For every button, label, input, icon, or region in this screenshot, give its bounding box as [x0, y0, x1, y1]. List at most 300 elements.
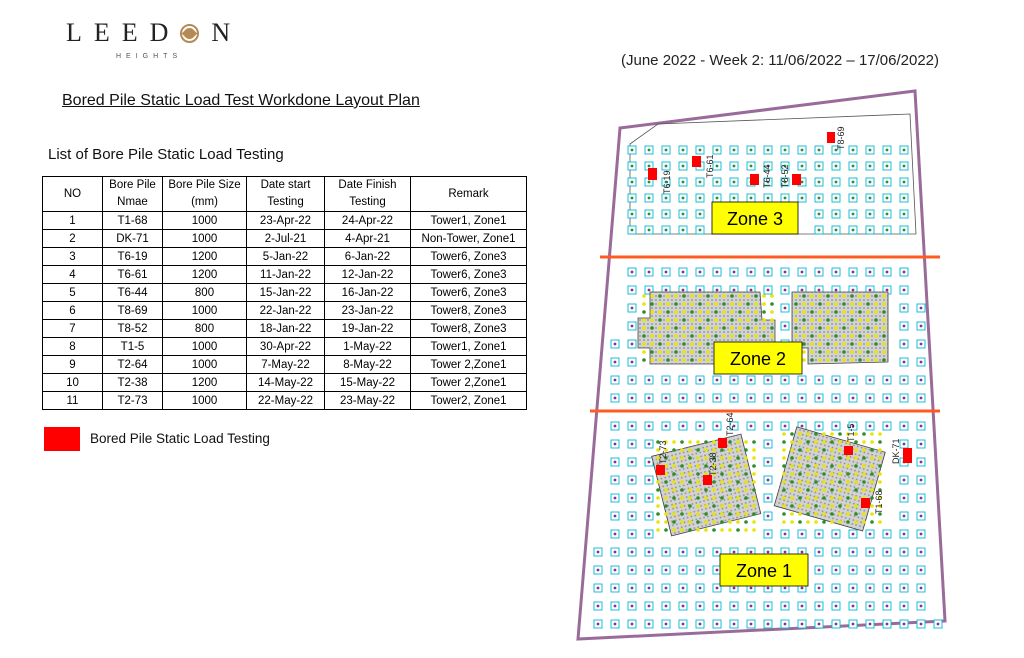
tower-pile-dot — [672, 512, 676, 516]
tower-pile-dot — [704, 504, 708, 508]
pile-point — [648, 213, 651, 216]
tower-pile-dot — [838, 488, 842, 492]
pile-point — [631, 461, 634, 464]
tower-pile-dot — [688, 520, 692, 524]
pile-point — [818, 181, 821, 184]
tower-pile-dot — [858, 326, 862, 330]
tower-pile-dot — [842, 342, 846, 346]
tower-pile-dot — [830, 448, 834, 452]
pile-point — [903, 533, 906, 536]
tower-pile-dot — [728, 464, 732, 468]
tower-pile-dot — [752, 448, 756, 452]
tower-pile-dot — [842, 318, 846, 322]
pile-point — [716, 425, 719, 428]
pile-point — [869, 551, 872, 554]
table-row — [43, 266, 527, 284]
tower-pile-dot — [666, 342, 670, 346]
pile-point — [631, 533, 634, 536]
table-row — [43, 392, 527, 410]
pile-point — [886, 623, 889, 626]
tower-pile-dot — [806, 496, 810, 500]
tower-pile-dot — [656, 496, 660, 500]
cell-size: 1000 — [163, 212, 247, 230]
pile-point — [903, 587, 906, 590]
tower-pile-dot — [822, 464, 826, 468]
tower-pile-dot — [754, 334, 758, 338]
tower-pile-dot — [738, 334, 742, 338]
cell-size: 1200 — [163, 374, 247, 392]
pile-point — [767, 397, 770, 400]
pile-point — [631, 587, 634, 590]
tower-pile-dot — [690, 342, 694, 346]
tower-pile-dot — [814, 512, 818, 516]
tower-pile-dot — [850, 342, 854, 346]
pile-point — [920, 587, 923, 590]
tower-pile-dot — [770, 310, 774, 314]
tower-pile-dot — [682, 294, 686, 298]
pile-point — [818, 229, 821, 232]
col-header-finish — [325, 177, 411, 212]
pile-point — [699, 379, 702, 382]
tower-pile-dot — [850, 318, 854, 322]
tower-pile-dot — [794, 302, 798, 306]
pile-point — [597, 623, 600, 626]
tower-pile-dot — [846, 464, 850, 468]
pile-point — [682, 569, 685, 572]
tower-pile-dot — [794, 334, 798, 338]
tower-pile-dot — [666, 294, 670, 298]
tower-pile-dot — [838, 448, 842, 452]
pile-point — [852, 623, 855, 626]
tower-pile-dot — [666, 318, 670, 322]
tower-pile-dot — [770, 326, 774, 330]
tower-pile-dot — [782, 440, 786, 444]
cell-finish: 15-May-22 — [325, 374, 411, 392]
tower-pile-dot — [830, 432, 834, 436]
pile-point — [903, 515, 906, 518]
tower-pile-dot — [790, 440, 794, 444]
tower-pile-dot — [846, 520, 850, 524]
tower-pile-dot — [696, 464, 700, 468]
pile-point — [716, 379, 719, 382]
pile-label-t2-64: T2-64 — [725, 412, 735, 436]
tower-pile-dot — [882, 342, 886, 346]
tower-pile-dot — [722, 310, 726, 314]
tower-pile-dot — [712, 520, 716, 524]
tower-pile-dot — [858, 318, 862, 322]
pile-point — [886, 229, 889, 232]
pile-point — [699, 149, 702, 152]
tower-pile-dot — [714, 326, 718, 330]
pile-point — [784, 605, 787, 608]
pile-point — [784, 551, 787, 554]
cell-finish: 12-Jan-22 — [325, 266, 411, 284]
tower-pile-dot — [874, 350, 878, 354]
tower-pile-dot — [834, 318, 838, 322]
tower-pile-dot — [802, 358, 806, 362]
pile-point — [767, 515, 770, 518]
cell-name: T8-69 — [103, 302, 163, 320]
tower-pile-dot — [672, 528, 676, 532]
pile-point — [733, 551, 736, 554]
pile-point — [920, 343, 923, 346]
col-header-name-line2: Nmae — [117, 196, 148, 208]
pile-point — [614, 515, 617, 518]
tower-pile-dot — [858, 342, 862, 346]
tower-pile-dot — [642, 358, 646, 362]
tower-pile-dot — [862, 440, 866, 444]
tower-pile-dot — [736, 512, 740, 516]
pile-point — [869, 213, 872, 216]
pile-point — [801, 587, 804, 590]
page-title: Bored Pile Static Load Test Workdone Layout Plan — [62, 92, 420, 109]
tower-pile-dot — [810, 318, 814, 322]
tower-pile-dot — [672, 488, 676, 492]
tower-pile-dot — [650, 318, 654, 322]
pile-point — [801, 551, 804, 554]
tower-pile-dot — [680, 488, 684, 492]
tower-pile-dot — [798, 456, 802, 460]
tower-pile-dot — [838, 520, 842, 524]
pile-point — [767, 149, 770, 152]
tower-pile-dot — [714, 318, 718, 322]
pile-point — [682, 289, 685, 292]
tower-pile-dot — [706, 318, 710, 322]
pile-point — [682, 165, 685, 168]
cell-finish: 8-May-22 — [325, 356, 411, 374]
cell-start: 14-May-22 — [247, 374, 325, 392]
pile-point — [699, 181, 702, 184]
tower-pile-dot — [818, 350, 822, 354]
cell-no: 11 — [43, 392, 103, 410]
tower-pile-dot — [762, 334, 766, 338]
pile-point — [750, 587, 753, 590]
legend-label: Bored Pile Static Load Testing — [90, 431, 270, 446]
tower-pile-dot — [672, 504, 676, 508]
tower-pile-dot — [882, 326, 886, 330]
tower-pile-dot — [866, 318, 870, 322]
tower-pile-dot — [830, 456, 834, 460]
pile-point — [886, 569, 889, 572]
pile-point — [631, 515, 634, 518]
tower-pile-dot — [866, 310, 870, 314]
tower-pile-dot — [746, 294, 750, 298]
tower-pile-dot — [770, 302, 774, 306]
tower-pile-dot — [704, 496, 708, 500]
pile-point — [903, 379, 906, 382]
col-header-no: NO — [43, 177, 103, 212]
tower-pile-dot — [752, 528, 756, 532]
pile-point — [903, 361, 906, 364]
pile-label-t8-69: T8-69 — [836, 126, 846, 150]
test-pile-marker-t8-69 — [827, 132, 835, 143]
load-test-table — [42, 176, 527, 410]
tower-pile-dot — [720, 456, 724, 460]
tower-pile-dot — [846, 456, 850, 460]
pile-point — [852, 605, 855, 608]
pile-point — [631, 397, 634, 400]
tower-pile-dot — [850, 334, 854, 338]
tower-pile-dot — [874, 318, 878, 322]
tower-pile-dot — [806, 480, 810, 484]
tower-pile-dot — [714, 294, 718, 298]
pile-point — [852, 229, 855, 232]
tower-pile-dot — [698, 310, 702, 314]
pile-point — [852, 181, 855, 184]
tower-pile-dot — [834, 358, 838, 362]
tower-pile-dot — [858, 358, 862, 362]
pile-point — [886, 605, 889, 608]
pile-point — [631, 379, 634, 382]
tower-pile-dot — [794, 318, 798, 322]
tower-pile-dot — [834, 302, 838, 306]
tower-pile-dot — [878, 456, 882, 460]
pile-point — [614, 551, 617, 554]
pile-point — [767, 443, 770, 446]
pile-label-t8-52: T8-52 — [780, 164, 790, 188]
tower-pile-dot — [862, 448, 866, 452]
tower-pile-dot — [664, 528, 668, 532]
tower-pile-dot — [818, 358, 822, 362]
pile-point — [869, 533, 872, 536]
tower-pile-dot — [854, 464, 858, 468]
pile-point — [767, 379, 770, 382]
cell-name: T6-61 — [103, 266, 163, 284]
pile-point — [699, 605, 702, 608]
pile-point — [852, 551, 855, 554]
tower-pile-dot — [658, 310, 662, 314]
tower-pile-dot — [826, 358, 830, 362]
tower-pile-dot — [850, 358, 854, 362]
pile-point — [733, 623, 736, 626]
tower-pile-dot — [798, 496, 802, 500]
tower-pile-dot — [866, 294, 870, 298]
tower-pile-dot — [720, 512, 724, 516]
tower-pile-dot — [720, 464, 724, 468]
pile-point — [631, 605, 634, 608]
table-body — [43, 212, 527, 410]
tower-pile-dot — [754, 318, 758, 322]
tower-pile-dot — [842, 294, 846, 298]
tower-pile-dot — [866, 358, 870, 362]
tower-pile-dot — [752, 464, 756, 468]
pile-point — [733, 605, 736, 608]
cell-remark: Tower 2,Zone1 — [411, 374, 527, 392]
tower-pile-dot — [838, 464, 842, 468]
tower-pile-dot — [798, 488, 802, 492]
cell-size: 800 — [163, 320, 247, 338]
tower-pile-dot — [704, 448, 708, 452]
tower-pile-dot — [806, 432, 810, 436]
pile-point — [801, 149, 804, 152]
tower-pile-dot — [802, 318, 806, 322]
tower-pile-dot — [730, 334, 734, 338]
tower-pile-dot — [730, 318, 734, 322]
pile-point — [597, 587, 600, 590]
cell-remark: Tower8, Zone3 — [411, 302, 527, 320]
tower-pile-dot — [806, 464, 810, 468]
tower-pile-dot — [822, 520, 826, 524]
pile-point — [920, 497, 923, 500]
cell-start: 18-Jan-22 — [247, 320, 325, 338]
tower-pile-dot — [682, 326, 686, 330]
tower-pile-dot — [790, 480, 794, 484]
tower-pile-dot — [782, 432, 786, 436]
pile-point — [835, 213, 838, 216]
pile-point — [648, 181, 651, 184]
tower-pile-dot — [806, 512, 810, 516]
tower-pile-dot — [642, 294, 646, 298]
tower-pile-dot — [706, 310, 710, 314]
pile-point — [614, 623, 617, 626]
tower-pile-dot — [882, 310, 886, 314]
pile-point — [631, 307, 634, 310]
tower-pile-dot — [854, 520, 858, 524]
pile-point — [682, 181, 685, 184]
tower-pile-dot — [782, 480, 786, 484]
pile-point — [648, 271, 651, 274]
pile-point — [920, 379, 923, 382]
tower-pile-dot — [744, 512, 748, 516]
col-header-finish-line1: Date Finish — [338, 179, 397, 191]
tower-pile-dot — [738, 318, 742, 322]
pile-point — [665, 379, 668, 382]
tower-pile-dot — [696, 448, 700, 452]
pile-point — [835, 165, 838, 168]
table-row — [43, 356, 527, 374]
pile-point — [733, 181, 736, 184]
tower-pile-dot — [822, 496, 826, 500]
cell-remark: Tower8, Zone3 — [411, 320, 527, 338]
pile-point — [648, 569, 651, 572]
tower-pile-dot — [728, 472, 732, 476]
tower-pile-dot — [866, 334, 870, 338]
tower-pile-dot — [870, 448, 874, 452]
tower-pile-dot — [842, 302, 846, 306]
tower-pile-dot — [746, 302, 750, 306]
pile-point — [648, 379, 651, 382]
pile-point — [733, 165, 736, 168]
pile-point — [784, 587, 787, 590]
pile-point — [903, 551, 906, 554]
tower-pile-dot — [682, 350, 686, 354]
tower-pile-dot — [794, 294, 798, 298]
pile-point — [767, 605, 770, 608]
pile-point — [665, 551, 668, 554]
tower-pile-dot — [658, 350, 662, 354]
pile-point — [597, 551, 600, 554]
tower-pile-dot — [862, 520, 866, 524]
pile-point — [852, 569, 855, 572]
tower-pile-dot — [830, 488, 834, 492]
tower-pile-dot — [722, 294, 726, 298]
pile-point — [682, 551, 685, 554]
tower-pile-dot — [826, 342, 830, 346]
tower-pile-dot — [878, 472, 882, 476]
tower-pile-dot — [830, 464, 834, 468]
pile-point — [818, 289, 821, 292]
cell-no: 1 — [43, 212, 103, 230]
cell-size: 1000 — [163, 338, 247, 356]
pile-point — [903, 229, 906, 232]
pile-point — [699, 397, 702, 400]
pile-point — [869, 425, 872, 428]
tower-pile-dot — [798, 480, 802, 484]
pile-point — [699, 213, 702, 216]
cell-finish: 19-Jan-22 — [325, 320, 411, 338]
pile-point — [920, 443, 923, 446]
tower-pile-dot — [830, 480, 834, 484]
pile-point — [903, 307, 906, 310]
pile-point — [801, 605, 804, 608]
tower-pile-dot — [870, 440, 874, 444]
tower-pile-dot — [878, 520, 882, 524]
pile-point — [750, 425, 753, 428]
test-pile-marker-t6-19 — [648, 168, 657, 180]
tower-pile-dot — [798, 520, 802, 524]
pile-point — [818, 587, 821, 590]
pile-point — [767, 551, 770, 554]
pile-point — [852, 197, 855, 200]
pile-point — [597, 569, 600, 572]
pile-point — [818, 197, 821, 200]
tower-pile-dot — [806, 488, 810, 492]
test-pile-marker-t6-44 — [750, 174, 759, 185]
tower-pile-dot — [674, 334, 678, 338]
col-header-remark: Remark — [411, 177, 527, 212]
tower-pile-dot — [674, 294, 678, 298]
pile-point — [631, 343, 634, 346]
pile-point — [648, 165, 651, 168]
tower-pile-dot — [810, 350, 814, 354]
tower-pile-dot — [688, 512, 692, 516]
tower-pile-dot — [810, 302, 814, 306]
pile-point — [631, 181, 634, 184]
tower-pile-dot — [850, 350, 854, 354]
tower-pile-dot — [712, 440, 716, 444]
tower-pile-dot — [782, 472, 786, 476]
tower-pile-dot — [874, 294, 878, 298]
pile-point — [869, 587, 872, 590]
pile-point — [801, 289, 804, 292]
tower-pile-dot — [706, 358, 710, 362]
tower-pile-dot — [814, 440, 818, 444]
pile-point — [750, 289, 753, 292]
pile-point — [767, 533, 770, 536]
pile-point — [903, 343, 906, 346]
tower-pile-dot — [854, 504, 858, 508]
pile-point — [665, 569, 668, 572]
leedon-logo — [66, 18, 241, 63]
tower-pile-dot — [806, 456, 810, 460]
tower-pile-dot — [642, 318, 646, 322]
tower-pile-dot — [658, 358, 662, 362]
pile-point — [648, 397, 651, 400]
tower-pile-dot — [790, 496, 794, 500]
tower-pile-dot — [838, 512, 842, 516]
tower-pile-dot — [782, 488, 786, 492]
cell-no: 6 — [43, 302, 103, 320]
tower-pile-dot — [874, 326, 878, 330]
tower-pile-dot — [870, 520, 874, 524]
pile-point — [886, 533, 889, 536]
pile-point — [784, 425, 787, 428]
cell-size: 1000 — [163, 356, 247, 374]
pile-point — [716, 197, 719, 200]
cell-no: 10 — [43, 374, 103, 392]
pile-point — [665, 397, 668, 400]
pile-point — [648, 623, 651, 626]
